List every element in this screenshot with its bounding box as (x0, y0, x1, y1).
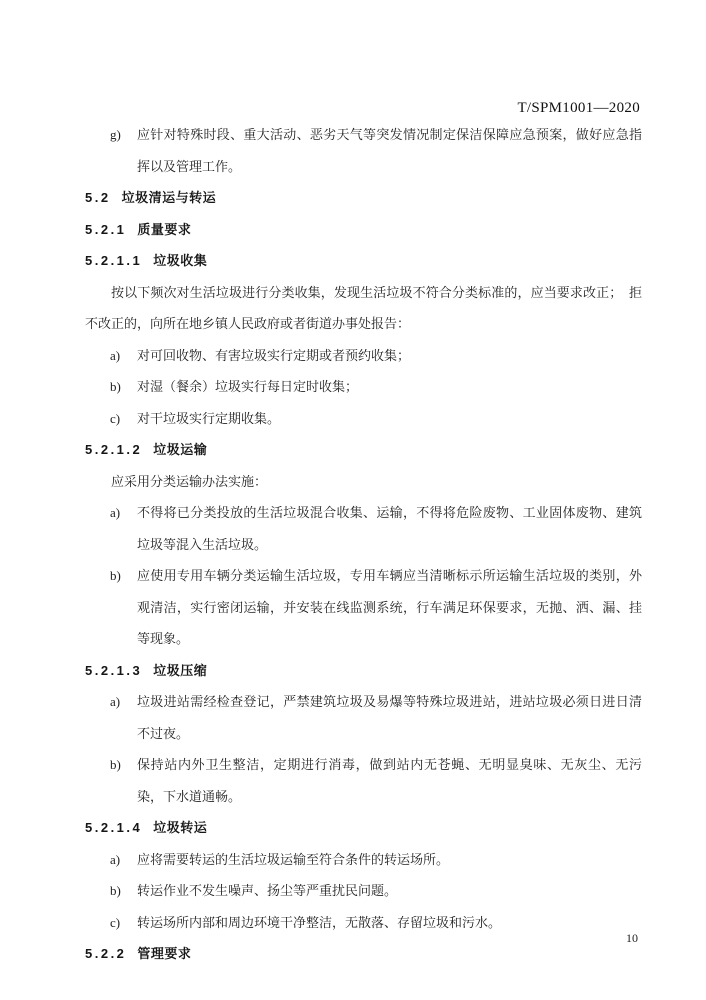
heading-5-2-1 (85, 214, 642, 246)
heading-number: 5.2 (85, 190, 111, 205)
list-marker: b) (110, 883, 121, 898)
list-text: 应将需要转运的生活垃圾运输至符合条件的转运场所。 (137, 851, 450, 867)
list-item-compress-a (85, 686, 642, 749)
heading-title: 质量要求 (137, 221, 192, 237)
heading-5-2 (85, 182, 642, 214)
list-text: 垃圾进站需经检查登记，严禁建筑垃圾及易爆等特殊垃圾进站，进站垃圾必须日进日清不过夜。 (137, 694, 642, 741)
list-text: 对可回收物、有害垃圾实行定期或者预约收集； (137, 347, 411, 363)
heading-title: 管理要求 (137, 946, 192, 961)
list-marker: b) (110, 379, 121, 394)
list-item-compress-b (85, 749, 642, 812)
heading-number: 5.2.1.3 (85, 662, 143, 678)
list-marker: a) (110, 851, 121, 867)
heading-5-2-1-1 (85, 245, 642, 277)
document-body (85, 119, 642, 970)
list-marker: g) (110, 127, 121, 142)
heading-number: 5.2.1 (85, 221, 127, 237)
heading-title: 垃圾运输 (153, 442, 208, 457)
list-text: 应针对特殊时段、重大活动、恶劣天气等突发情况制定保洁保障应急预案，做好应急指挥以及管理工作。 (137, 127, 642, 174)
list-item-transfer-b (85, 875, 642, 907)
list-marker: a) (110, 694, 121, 709)
list-item-collect-a (85, 340, 642, 372)
heading-5-2-1-2 (85, 434, 642, 466)
list-text: 对干垃圾实行定期收集。 (137, 410, 281, 426)
list-item-transport-a (85, 497, 642, 560)
heading-number: 5.2.1.4 (85, 820, 143, 835)
heading-5-2-2 (85, 938, 642, 970)
paragraph-collection-intro: 按以下频次对生活垃圾进行分类收集，发现生活垃圾不符合分类标准的，应当要求改正； 拒不改正的，向所在地乡镇人民政府或者街道办事处报告： (85, 284, 642, 331)
list-marker: a) (110, 347, 121, 363)
heading-5-2-1-4 (85, 812, 642, 844)
list-item-transfer-a (85, 844, 642, 876)
heading-number: 5.2.2 (85, 946, 127, 961)
list-marker: c) (110, 410, 121, 426)
heading-title: 垃圾压缩 (153, 662, 208, 678)
list-item-collect-b (85, 371, 642, 403)
heading-5-2-1-3 (85, 655, 642, 687)
list-text: 不得将已分类投放的生活垃圾混合收集、运输，不得将危险废物、工业固体废物、建筑垃圾等混入生活垃圾。 (137, 505, 642, 552)
list-text: 转运作业不发生噪声、扬尘等严重扰民问题。 (137, 883, 398, 898)
list-item-g (85, 119, 642, 182)
list-marker: b) (110, 568, 121, 583)
list-text: 对湿（餐余）垃圾实行每日定时收集； (137, 379, 359, 394)
list-item-collect-c (85, 403, 642, 435)
list-marker: a) (110, 505, 121, 520)
heading-title: 垃圾清运与转运 (121, 190, 217, 205)
paragraph-transport-intro: 应采用分类运输办法实施： (111, 473, 268, 489)
list-text: 应使用专用车辆分类运输生活垃圾，专用车辆应当清晰标示所运输生活垃圾的类别，外观清洁，实行密闭运输，并安装在线监测系统，行车满足环保要求，无抛、洒、漏、挂等现象。 (137, 568, 642, 646)
list-marker: b) (110, 757, 121, 772)
list-marker: c) (110, 914, 121, 930)
list-text: 保持站内外卫生整洁，定期进行消毒，做到站内无苍蝇、无明显臭味、无灰尘、无污染，下水道通畅。 (137, 757, 642, 804)
heading-title: 垃圾收集 (153, 253, 208, 268)
heading-title: 垃圾转运 (153, 820, 208, 835)
heading-number: 5.2.1.2 (85, 442, 143, 457)
page-number: 10 (626, 931, 638, 945)
header-doc-code: T/SPM1001—2020 (517, 100, 640, 116)
list-item-transport-b (85, 560, 642, 655)
heading-number: 5.2.1.1 (85, 253, 143, 268)
list-text: 转运场所内部和周边环境干净整洁，无散落、存留垃圾和污水。 (137, 914, 502, 930)
list-item-transfer-c (85, 907, 642, 939)
